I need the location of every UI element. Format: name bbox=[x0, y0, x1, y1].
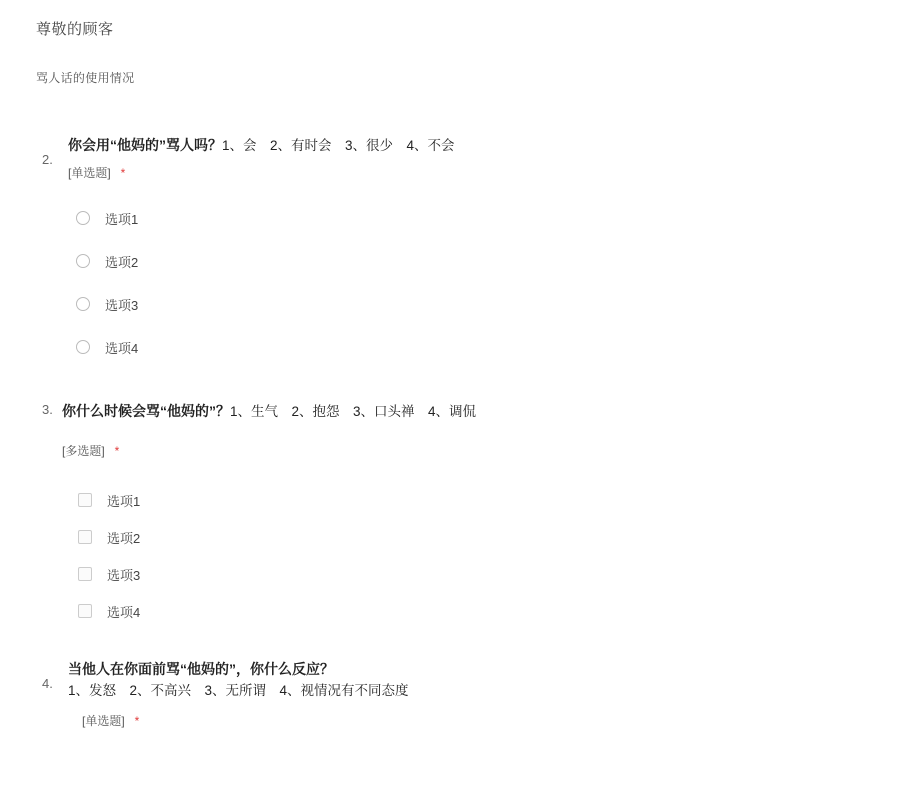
question-2-title: 你会用“他妈的”骂人吗？ bbox=[68, 137, 222, 153]
survey-subtitle: 骂人话的使用情况 bbox=[36, 71, 135, 85]
survey-title: 尊敬的顾客 bbox=[36, 21, 114, 38]
question-2-choice-4[interactable] bbox=[76, 336, 870, 358]
question-3-choice-3[interactable] bbox=[78, 563, 870, 585]
checkbox-icon[interactable] bbox=[78, 530, 92, 544]
question-3 bbox=[36, 400, 870, 622]
question-2-choice-2-label: 选项2 bbox=[105, 254, 139, 270]
question-3-choice-2-label: 选项2 bbox=[107, 530, 141, 546]
question-2-choice-1-label: 选项1 bbox=[105, 211, 139, 227]
question-2-choice-3-label: 选项3 bbox=[105, 297, 139, 313]
question-2-options-inline: 1、会 2、有时会 3、很少 4、不会 bbox=[222, 138, 455, 153]
radio-icon[interactable] bbox=[76, 297, 90, 311]
question-2-required: * bbox=[120, 166, 126, 180]
question-2-choices bbox=[36, 207, 870, 358]
checkbox-icon[interactable] bbox=[78, 567, 92, 581]
question-3-required: * bbox=[114, 444, 120, 458]
question-2-meta bbox=[68, 164, 870, 181]
question-3-choices bbox=[36, 489, 870, 622]
question-4-type: [单选题] bbox=[82, 714, 125, 728]
question-2-title-row bbox=[68, 134, 870, 157]
question-3-type: [多选题] bbox=[62, 444, 105, 458]
question-3-index: 3. bbox=[42, 402, 53, 417]
question-2-type: [单选题] bbox=[68, 166, 111, 180]
question-4 bbox=[36, 658, 870, 729]
question-2-choice-2[interactable] bbox=[76, 250, 870, 272]
question-2-choice-3[interactable] bbox=[76, 293, 870, 315]
question-3-choice-1-label: 选项1 bbox=[107, 493, 141, 509]
question-3-meta bbox=[62, 442, 870, 459]
question-2-choice-1[interactable] bbox=[76, 207, 870, 229]
question-3-choice-4[interactable] bbox=[78, 600, 870, 622]
radio-icon[interactable] bbox=[76, 211, 90, 225]
question-3-title-row bbox=[62, 400, 870, 423]
question-3-choice-3-label: 选项3 bbox=[107, 567, 141, 583]
question-3-options-inline: 1、生气 2、抱怨 3、口头禅 4、调侃 bbox=[230, 404, 477, 419]
question-4-meta bbox=[68, 712, 870, 729]
checkbox-icon[interactable] bbox=[78, 493, 92, 507]
question-3-choice-1[interactable] bbox=[78, 489, 870, 511]
question-3-title: 你什么时候会骂“他妈的”？ bbox=[62, 403, 230, 419]
question-4-options-inline: 1、发怒 2、不高兴 3、无所谓 4、视情况有不同态度 bbox=[68, 683, 409, 698]
radio-icon[interactable] bbox=[76, 254, 90, 268]
question-4-title: 当他人在你面前骂“他妈的”，你什么反应？ bbox=[68, 661, 334, 677]
question-3-choice-2[interactable] bbox=[78, 526, 870, 548]
question-4-required: * bbox=[134, 714, 140, 728]
question-2 bbox=[36, 134, 870, 358]
question-2-choice-4-label: 选项4 bbox=[105, 340, 139, 356]
question-3-choice-4-label: 选项4 bbox=[107, 604, 141, 620]
radio-icon[interactable] bbox=[76, 340, 90, 354]
question-4-index: 4. bbox=[42, 676, 53, 691]
question-2-index: 2. bbox=[42, 152, 53, 167]
checkbox-icon[interactable] bbox=[78, 604, 92, 618]
